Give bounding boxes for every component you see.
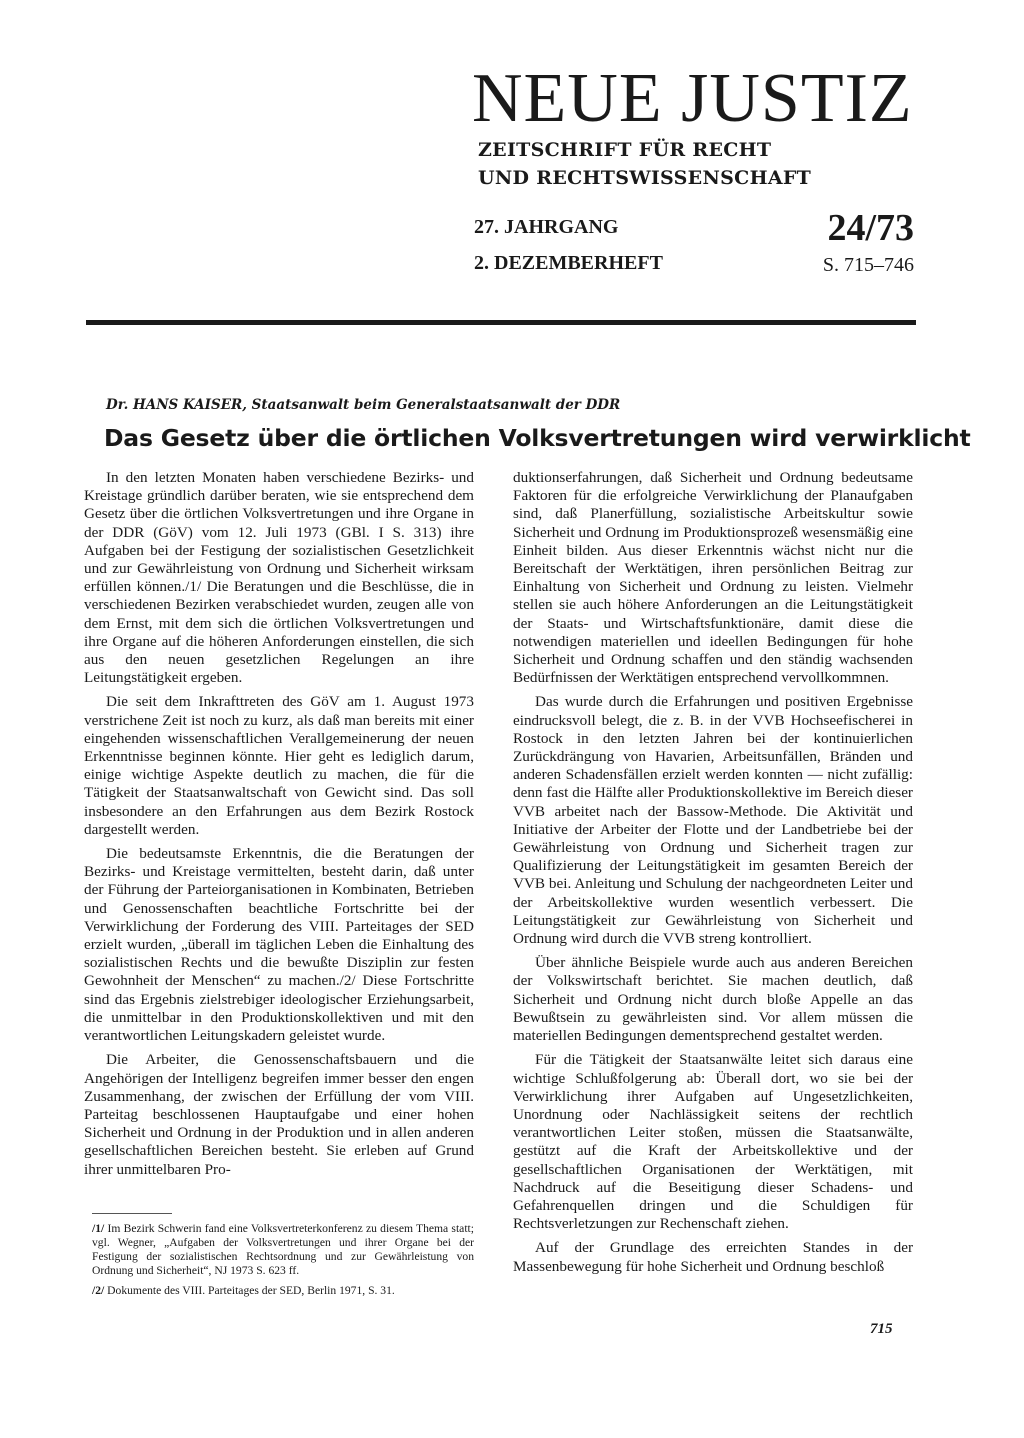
footnote-rule bbox=[92, 1213, 172, 1214]
article-author: Dr. HANS KAISER, Staatsanwalt beim Generalstaatsanwalt der DDR bbox=[106, 397, 621, 413]
masthead-rule bbox=[86, 320, 916, 325]
paragraph: duktionserfahrungen, daß Sicherheit und Ordnung bedeutsame Faktoren für die erfolgreiche Verwirklichung der Planaufgaben sind, daß Planerfüllung, sozialistische Arbeitskultur sowie Sicherheit und Ordnung im Produktionsprozeß wesensmäßig eine Einheit bilden. Aus dieser Erkenntnis wächst nicht nur die Bereitschaft der Werktätigen, ihren persönlichen Beitrag zur Einhaltung von Sicherheit und Ordnung zu leisten. Vielmehr stellen sie auch höhere Anforderungen an die Leitungstätigkeit der Staats- und Wirtschaftsfunktionäre, damit diese die notwendigen materiellen und ideellen Bedingungen für hohe Sicherheit und Ordnung schaffen und den ständig wachsenden Bedürfnissen der Werktätigen entsprechend vervollkommnen. bbox=[513, 469, 913, 687]
paragraph: Auf der Grundlage des erreichten Standes in der Massenbewegung für hohe Sicherheit und Ordnung beschloß bbox=[513, 1239, 913, 1275]
footnotes bbox=[92, 1222, 474, 1304]
issue-number: 24/73 bbox=[827, 207, 914, 249]
issue-row-1 bbox=[474, 207, 922, 249]
masthead bbox=[470, 62, 920, 192]
issue-label: 2. DEZEMBERHEFT bbox=[474, 252, 663, 274]
paragraph: In den letzten Monaten haben verschiedene Bezirks- und Kreistage gründlich darüber beraten, wie sie entsprechend dem Gesetz über die örtlichen Volksvertretungen und ihre Organe in der DDR (GöV) vom 12. Juli 1973 (GBl. I S. 313) ihre Aufgaben bei der Festigung der sozialistischen Gesetzlichkeit und zur Gewährleistung von Ordnung und Sicherheit wirksam erfüllen können./1/ Die Beratungen und die Beschlüsse, die in verschiedenen Bezirken verabschiedet wurden, zeugen alle von dem Ernst, mit dem sich die örtlichen Volksvertretungen und ihre Organe auf die höheren Anforderungen einstellen, die sich aus den neuen gesetzlichen Regelungen an ihre Leitungstätigkeit ergeben. bbox=[84, 469, 474, 687]
footnote-text: Im Bezirk Schwerin fand eine Volksvertreterkonferenz zu diesem Thema statt; vgl. Wegner, „Aufgaben der Volksvertretungen und ihrer Organe bei der Festigung der sozialistischen Rechtsordnung und zur Gewährleistung von Ordnung und Sicherheit“, NJ 1973 S. 623 ff. bbox=[92, 1222, 474, 1277]
paragraph: Für die Tätigkeit der Staatsanwälte leitet sich daraus eine wichtige Schlußfolgerung ab: Überall dort, wo sie bei der Verwirklichung ihrer Aufgaben auf Ungesetzlichkeiten, Unordnung oder Nachlässigkeit seitens der rechtlich verantwortlichen Leiter stoßen, müssen die Staatsanwälte, gestützt auf die Kraft der Arbeitskollektive und der gesellschaftlichen Organisationen der Werktätigen, mit Nachdruck auf die Beseitigung dieser Schadens- und Gefahrenquellen dringen und die Schuldigen für Rechtsverletzungen zur Rechenschaft ziehen. bbox=[513, 1051, 913, 1233]
page-range: S. 715–746 bbox=[822, 254, 914, 276]
footnote bbox=[92, 1222, 474, 1278]
paragraph: Die bedeutsamste Erkenntnis, die die Beratungen der Bezirks- und Kreistage vermittelten, besteht darin, daß unter der Führung der Parteiorganisationen in Kombinaten, Betrieben und Genossenschaften beachtliche Fortschritte bei der Verwirklichung der Forderung des VIII. Parteitages der SED erzielt wurden, „überall im täglichen Leben die Einhaltung des sozialistischen Rechts und die bewußte Disziplin zur festen Gewohnheit der Menschen“ zu machen./2/ Diese Fortschritte sind das Ergebnis zielstrebiger ideologischer Erziehungsarbeit, die unmittelbar in den Produktionskollektiven und mit den verantwortlichen Leitungskadern geleistet wurde. bbox=[84, 845, 474, 1045]
text-column-left bbox=[84, 469, 474, 1185]
footnote-marker: /1/ bbox=[92, 1222, 105, 1235]
footnote bbox=[92, 1284, 474, 1298]
text-column-right bbox=[513, 469, 913, 1282]
page-number: 715 bbox=[870, 1321, 893, 1337]
article-title: Das Gesetz über die örtlichen Volksvertretungen wird verwirklicht bbox=[104, 424, 971, 452]
journal-subtitle-line1: ZEITSCHRIFT FÜR RECHT bbox=[478, 139, 772, 161]
journal-subtitle-line2: UND RECHTSWISSENSCHAFT bbox=[478, 167, 812, 189]
volume-label: 27. JAHRGANG bbox=[474, 216, 619, 238]
footnote-text: Dokumente des VIII. Parteitages der SED, Berlin 1971, S. 31. bbox=[107, 1284, 395, 1297]
journal-title: NEUE JUSTIZ bbox=[472, 60, 913, 137]
paragraph: Die seit dem Inkrafttreten des GöV am 1. August 1973 verstrichene Zeit ist noch zu kurz, als daß man bereits mit einer eingehenden wissenschaftlichen Verallgemeinerung der neuen Erkenntnisse beginnen könnte. Hier geht es lediglich darum, einige wichtige Aspekte deutlich zu machen, die für die Tätigkeit der Staatsanwaltschaft von Gewicht sind. Das soll insbesondere an den Erfahrungen aus dem Bezirk Rostock dargestellt werden. bbox=[84, 693, 474, 838]
paragraph: Das wurde durch die Erfahrungen und positiven Ergebnisse eindrucksvoll belegt, die z. B. in der VVB Hochseefischerei in Rostock in den letzten Jahren bei der kontinuierlichen Zurückdrängung von Havarien, Arbeitsunfällen, Bränden und anderen Schadensfällen erzielt werden konnten — nicht zufällig: denn fast die Hälfte aller Produktionskollektive im Bereich dieser VVB arbeitet nach der Bassow-Methode. Die Aktivität und Initiative der Arbeiter der Flotte und der Landbetriebe bei der Gewährleistung von Ordnung und Sicherheit tragen zur Qualifizierung der Leitungstätigkeit im gesamten Bereich der VVB bei. Anleitung und Schulung der nachgeordneten Leiter und der Arbeitskollektive wurden wesentlich verbessert. Die Leitungstätigkeit zur Gewährleistung von Sicherheit und Ordnung wird durch die VVB streng kontrolliert. bbox=[513, 693, 913, 948]
paragraph: Über ähnliche Beispiele wurde auch aus anderen Bereichen der Volkswirtschaft berichtet. Sie machen deutlich, daß Sicherheit und Ordnung nicht durch bloße Appelle an das Bewußtsein zu gewährleisten sind. Vor allem müssen die materiellen Bedingungen dementsprechend gestaltet werden. bbox=[513, 954, 913, 1045]
footnote-marker: /2/ bbox=[92, 1284, 105, 1297]
paragraph: Die Arbeiter, die Genossenschaftsbauern und die Angehörigen der Intelligenz begreifen immer besser den engen Zusammenhang, der zwischen der Erfüllung der vom VIII. Parteitag beschlossenen Hauptaufgabe und einer hohen Sicherheit und Ordnung in der Produktion und in allen anderen gesellschaftlichen Bereichen besteht. Sie erleben auf Grund ihrer unmittelbaren Pro- bbox=[84, 1051, 474, 1178]
issue-row-2 bbox=[474, 252, 922, 275]
